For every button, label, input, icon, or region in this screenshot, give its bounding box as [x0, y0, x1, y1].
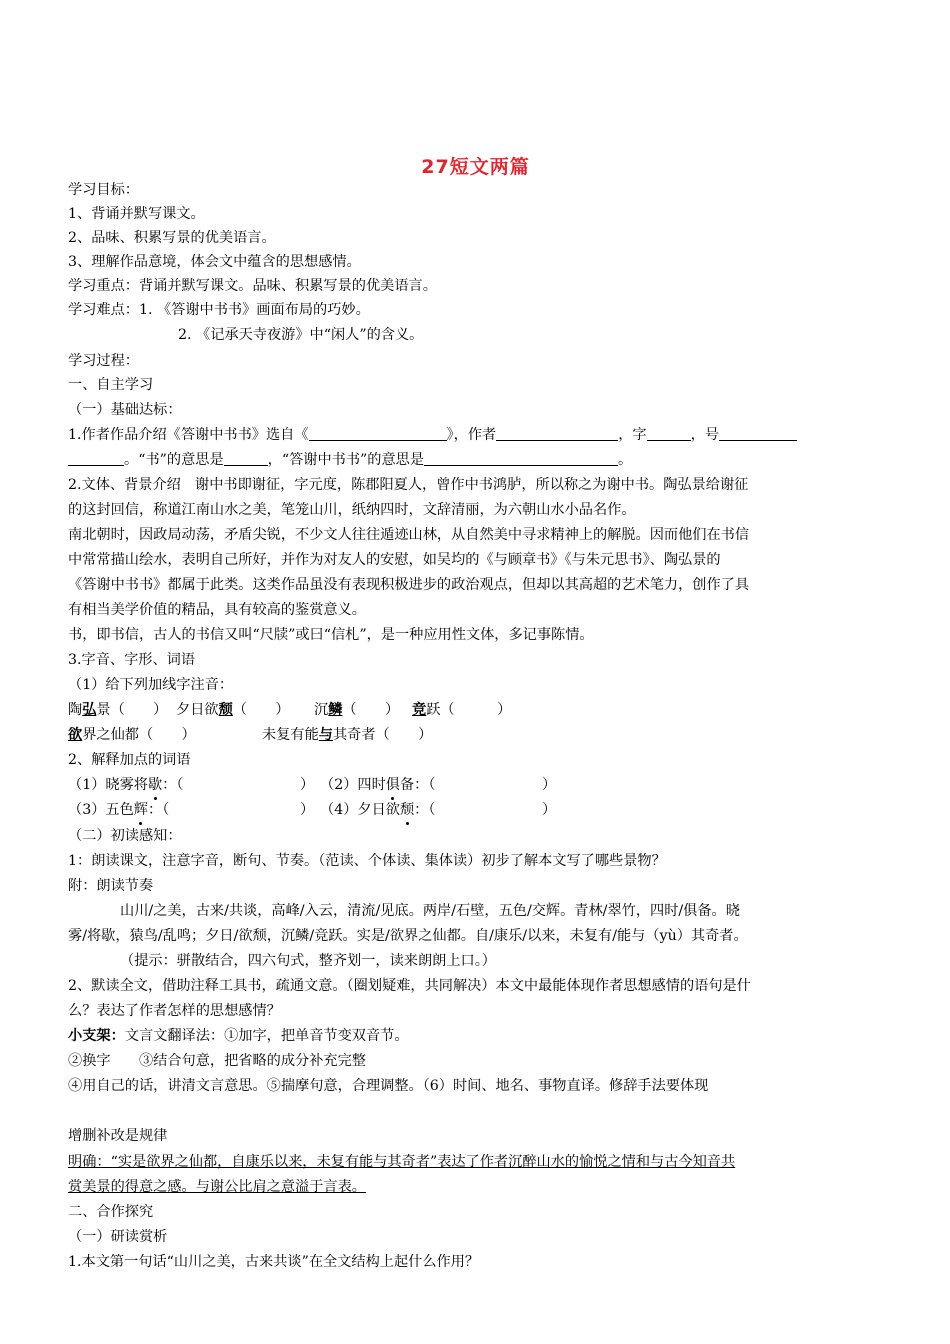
part2-sub1-heading: （一）研读赏析	[68, 1229, 168, 1245]
goal-item-2: 2、品味、积累写景的优美语言。	[68, 230, 276, 246]
part1-heading: 一、自主学习	[68, 377, 154, 393]
process-heading: 学习过程：	[68, 353, 139, 369]
answer-line-2: 赏美景的得意之感。与谢公比肩之意溢于言表。	[68, 1179, 366, 1195]
pen-name-blank-cont[interactable]	[68, 451, 124, 466]
explain-item: （2）四时俱备：（	[320, 777, 436, 793]
explain-item: （4）夕日欲颓：（	[320, 802, 436, 818]
shu-meaning-blank[interactable]	[224, 451, 268, 466]
question-2-line-2: 的这封回信，称道江南山水之美，笔笼山川，纸纳四时，文辞清丽，为六朝山水小品名作。	[68, 502, 636, 518]
rhythm-tip: （提示：骈散结合，四六句式，整齐划一，读来朗朗上口。）	[120, 953, 496, 969]
background-line-4: 有相当美学价值的精品，具有较高的鉴赏意义。	[68, 602, 366, 618]
translation-tip-line-2: ②换字 ③结合句意，把省略的成分补充完整	[68, 1053, 366, 1069]
pinyin-item: 夕日欲颓（ ）	[176, 702, 290, 718]
pinyin-item: 陶弘景（ ）	[68, 702, 168, 718]
part2-heading: 二、合作探究	[68, 1204, 154, 1220]
rhythm-line-1: 山川/之美，古来/共谈，高峰/入云，清流/见底。两岸/石壁，五色/交辉。青林/翠竹，四时/俱备。晓	[120, 903, 740, 919]
goal-item-3: 3、理解作品意境，体会文中蕴含的思想感情。	[68, 254, 361, 270]
background-line-3: 《答谢中书书》都属于此类。这类作品虽没有表现积极进步的政治观点，但却以其高超的艺术笔力，创作了具	[68, 577, 750, 593]
pinyin-instruction: （1）给下列加线字注音：	[68, 677, 234, 693]
question-2-line-1: 2.文体、背景介绍 谢中书即谢征，字元度，陈郡阳夏人，曾作中书鸿胪，所以称之为谢中书。陶弘景给谢征	[68, 477, 749, 493]
rhythm-heading: 附：朗读节奏	[68, 878, 154, 894]
author-blank[interactable]	[496, 426, 618, 441]
study-question-1: 1.本文第一句话“山川之美，古来共谈”在全文结构上起什么作用？	[68, 1254, 480, 1270]
reading-task-1: 1：朗读课文，注意字音，断句、节奏。（范读、个体读、集体读）初步了解本文写了哪些景物？	[68, 853, 666, 869]
question-1-line-1: 1.作者作品介绍《答谢中书书》选自《 》，作者 ，字 ，号	[68, 425, 883, 445]
answer-line-1: 明确：“实是欲界之仙都，自康乐以来，未复有能与其奇者”表达了作者沉醉山水的愉悦之情和与古今知音共	[68, 1154, 736, 1170]
page-title: 27短文两篇	[421, 156, 530, 178]
key-point: 学习重点：背诵并默写课文。品味、积累写景的优美语言。	[68, 278, 437, 294]
reading-task-2-line-2: 么？表达了作者怎样的思想感情？	[68, 1003, 281, 1019]
translation-tip: 小支架：文言文翻译法：①加字，把单音节变双音节。	[68, 1028, 409, 1044]
part1-sub2-heading: （二）初读感知：	[68, 828, 182, 844]
tip-label: 小支架：	[68, 1028, 125, 1044]
explain-item: （1）晓雾将歇：（	[68, 777, 184, 793]
pinyin-item: 竞跃（ ）	[412, 702, 512, 718]
courtesy-name-blank[interactable]	[647, 426, 691, 441]
translation-tip-line-3: ④用自己的话，讲清文言意思。⑤揣摩句意，合理调整。（6）时间、地名、事物直译。修辞手法要体现	[68, 1078, 709, 1094]
question-1-line-2: 。“书”的意思是 ，“答谢中书书”的意思是 。	[68, 450, 883, 470]
pinyin-item: 欲界之仙都（ ）	[68, 727, 196, 743]
title-meaning-blank[interactable]	[424, 451, 618, 466]
pen-name-blank[interactable]	[719, 426, 797, 441]
letter-definition: 书，即书信，古人的书信又叫“尺牍”或曰“信札”，是一种应用性文体，多记事陈情。	[68, 627, 594, 643]
goal-item-1: 1、背诵并默写课文。	[68, 206, 205, 222]
explain-heading: 2、解释加点的词语	[68, 752, 191, 768]
rule-note: 增删补改是规律	[68, 1128, 168, 1144]
background-line-2: 中常常描山绘水，表明自己所好，并作为对友人的安慰，如吴均的《与顾章书》《与朱元思书》、陶弘景的	[68, 552, 721, 568]
goals-heading: 学习目标：	[68, 182, 139, 198]
part1-sub1-heading: （一）基础达标：	[68, 402, 182, 418]
difficulty-line-1: 学习难点：1. 《答谢中书书》画面布局的巧妙。	[68, 302, 370, 318]
pinyin-item: 沉鳞（ ）	[314, 702, 400, 718]
background-line-1: 南北朝时，因政局动荡，矛盾尖锐，不少文人往往遁迹山林，从自然美中寻求精神上的解脱。因而他们在书信	[68, 527, 750, 543]
reading-task-2-line-1: 2、默读全文，借助注释工具书，疏通文意。（圈划疑难，共同解决）本文中最能体现作者思想感情的语句是什	[68, 978, 751, 994]
difficulty-line-2: 2. 《记承天寺夜游》中“闲人”的含义。	[178, 327, 424, 343]
rhythm-line-2: 雾/将歇，猿鸟/乱鸣；夕日/欲颓，沉鳞/竞跃。实是/欲界之仙都。自/康乐/以来，未复有/能与（yù）其奇者。	[68, 928, 748, 944]
pinyin-item: 未复有能与其奇者（ ）	[262, 727, 433, 743]
book-title-blank[interactable]	[309, 426, 447, 441]
question-3-heading: 3.字音、字形、词语	[68, 652, 196, 668]
explain-item: （3）五色辉：（	[68, 802, 170, 818]
